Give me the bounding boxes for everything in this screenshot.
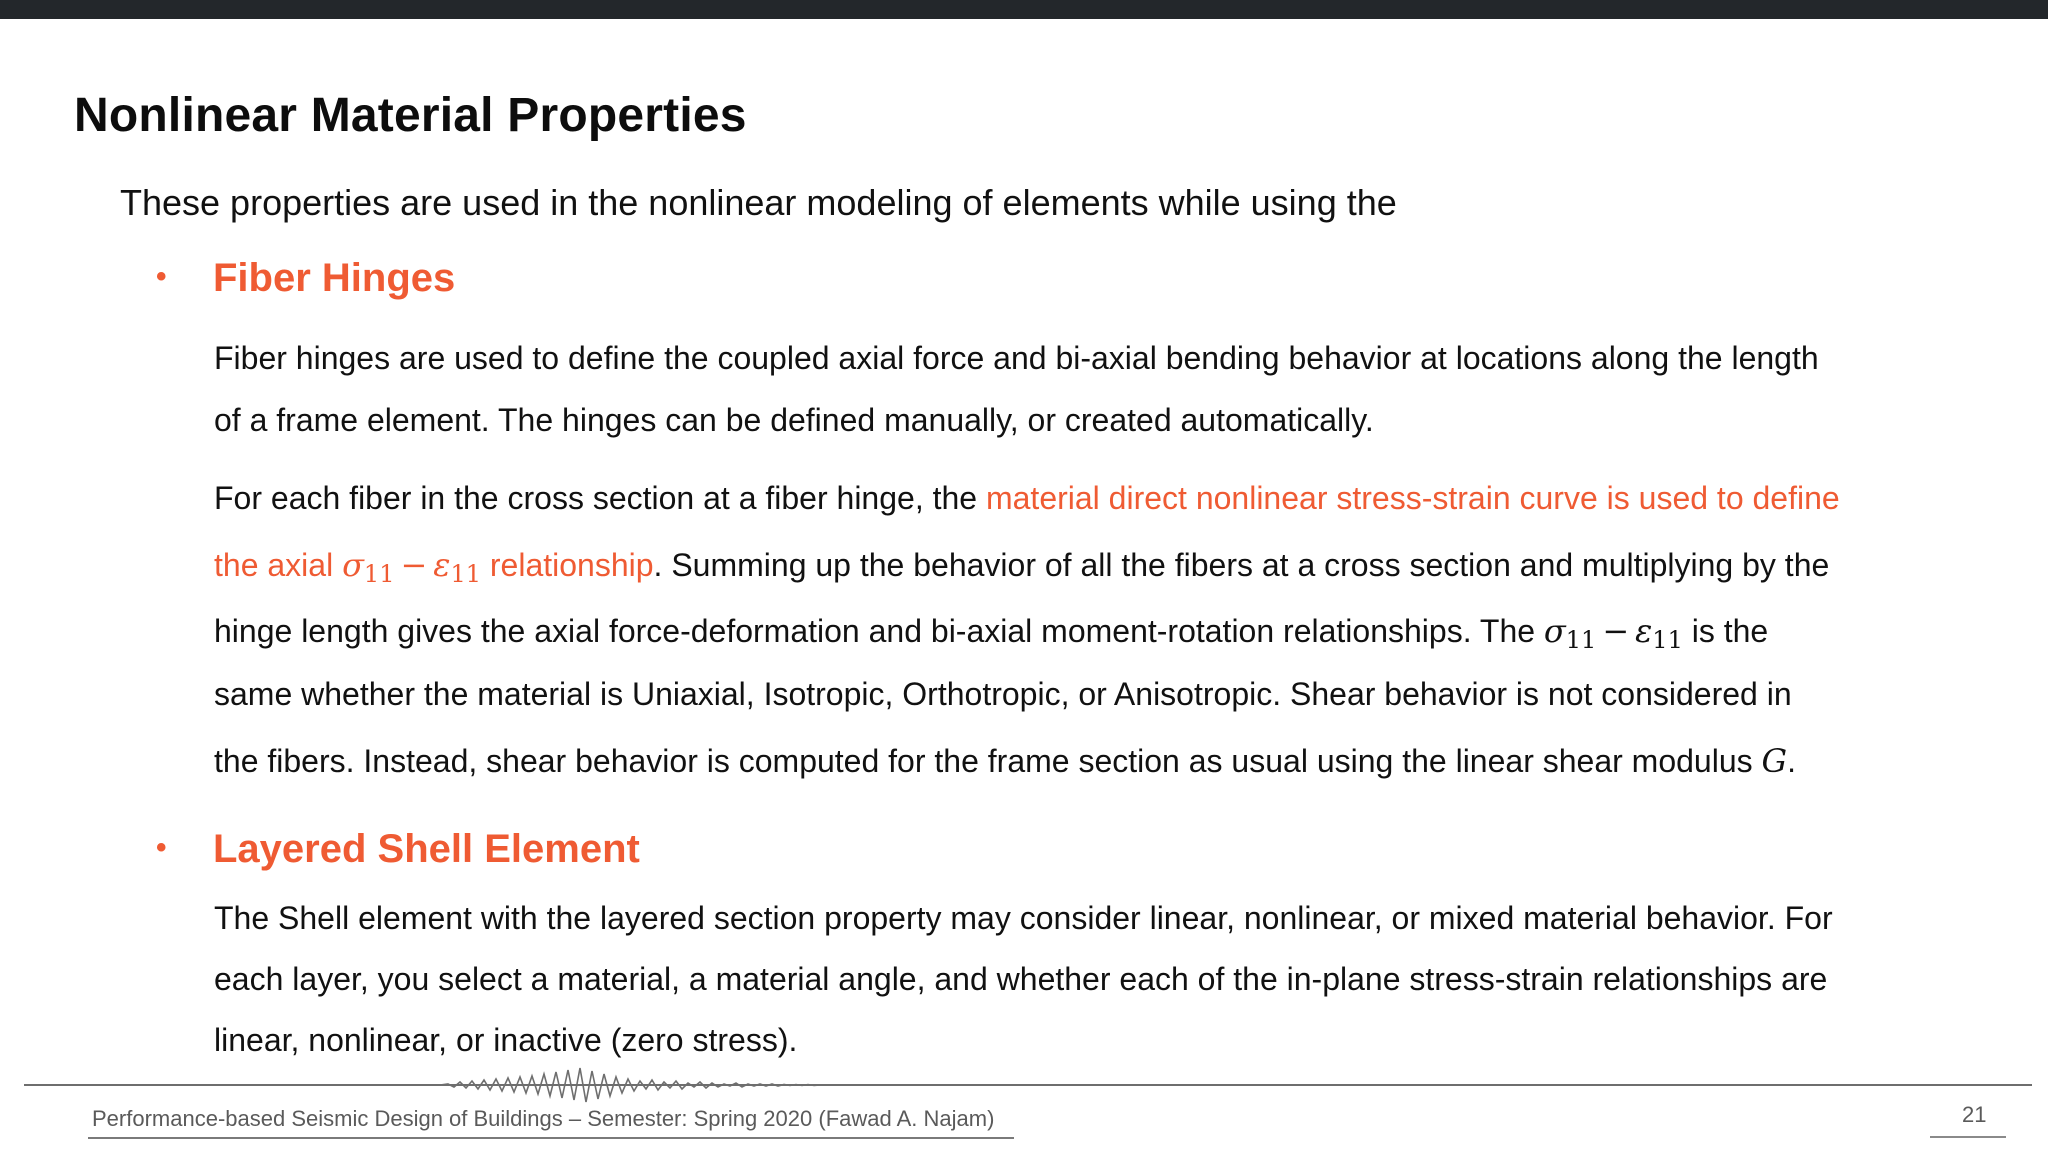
- bullet-label-fiber-hinges: Fiber Hinges: [213, 256, 456, 300]
- footer-rule: [24, 1084, 2032, 1086]
- math-minus: −: [1602, 612, 1630, 650]
- math-epsilon: ε: [1635, 612, 1653, 650]
- text-line: The Shell element with the layered section property may consider linear, nonlinear, or mixed material behavior. For: [214, 900, 1833, 936]
- footer-underline: [88, 1137, 1014, 1139]
- text-segment: hinge length gives the axial force-deformation and bi-axial moment-rotation relationships. The: [214, 613, 1544, 649]
- math-subscript: 11: [363, 560, 395, 588]
- text-line: Fiber hinges are used to define the coupled axial force and bi-axial bending behavior at locations along the length: [214, 340, 1819, 376]
- math-subscript: 11: [1652, 626, 1683, 654]
- math-stress-strain: [342, 546, 481, 588]
- highlighted-text: the axial: [214, 547, 343, 583]
- text-line: [214, 612, 1769, 654]
- text-line: each layer, you select a material, a material angle, and whether each of the in-plane stress-strain relationships are: [214, 961, 1828, 997]
- text-line: [214, 480, 1840, 517]
- math-sigma: σ: [1543, 612, 1566, 650]
- text-line: [214, 546, 1830, 588]
- slide-title: Nonlinear Material Properties: [74, 89, 747, 142]
- text-segment: For each fiber in the cross section at a fiber hinge, the: [214, 480, 986, 516]
- highlighted-text: relationship: [481, 547, 654, 583]
- footer-course-text: Performance-based Seismic Design of Buildings – Semester: Spring 2020 (Fawad A. Najam): [92, 1106, 995, 1131]
- text-segment: is the: [1682, 613, 1769, 649]
- bullet-label-layered-shell: Layered Shell Element: [213, 827, 640, 871]
- bullet-dot: •: [156, 260, 167, 293]
- math-sigma: σ: [342, 546, 364, 584]
- seismic-waveform-graphic: [440, 1062, 960, 1108]
- math-minus: −: [400, 546, 428, 584]
- text-segment: .: [1787, 743, 1796, 779]
- text-line: of a frame element. The hinges can be defined manually, or created automatically.: [214, 402, 1374, 438]
- seismic-waveform-path: [440, 1068, 960, 1102]
- text-line: [214, 742, 1796, 780]
- intro-text: These properties are used in the nonlinear modeling of elements while using the: [120, 182, 1397, 223]
- bullet-dot: •: [156, 831, 167, 864]
- math-shear-modulus: G: [1761, 742, 1788, 780]
- text-segment: . Summing up the behavior of all the fibers at a cross section and multiplying by the: [653, 547, 1830, 583]
- math-epsilon: ε: [433, 546, 451, 584]
- math-subscript: 11: [450, 560, 481, 588]
- top-bar: [0, 0, 2048, 19]
- page-number-underline: [1930, 1136, 2006, 1138]
- text-segment: the fibers. Instead, shear behavior is computed for the frame section as usual using the linear shear modulus: [214, 743, 1762, 779]
- math-stress-strain: [1543, 612, 1683, 654]
- highlighted-text: material direct nonlinear stress-strain curve is used to define: [985, 480, 1840, 516]
- text-line: linear, nonlinear, or inactive (zero stress).: [214, 1022, 798, 1058]
- math-subscript: 11: [1565, 626, 1597, 654]
- text-line: same whether the material is Uniaxial, Isotropic, Orthotropic, or Anisotropic. Shear behavior is not considered in: [214, 676, 1792, 712]
- page-number: 21: [1962, 1102, 1987, 1127]
